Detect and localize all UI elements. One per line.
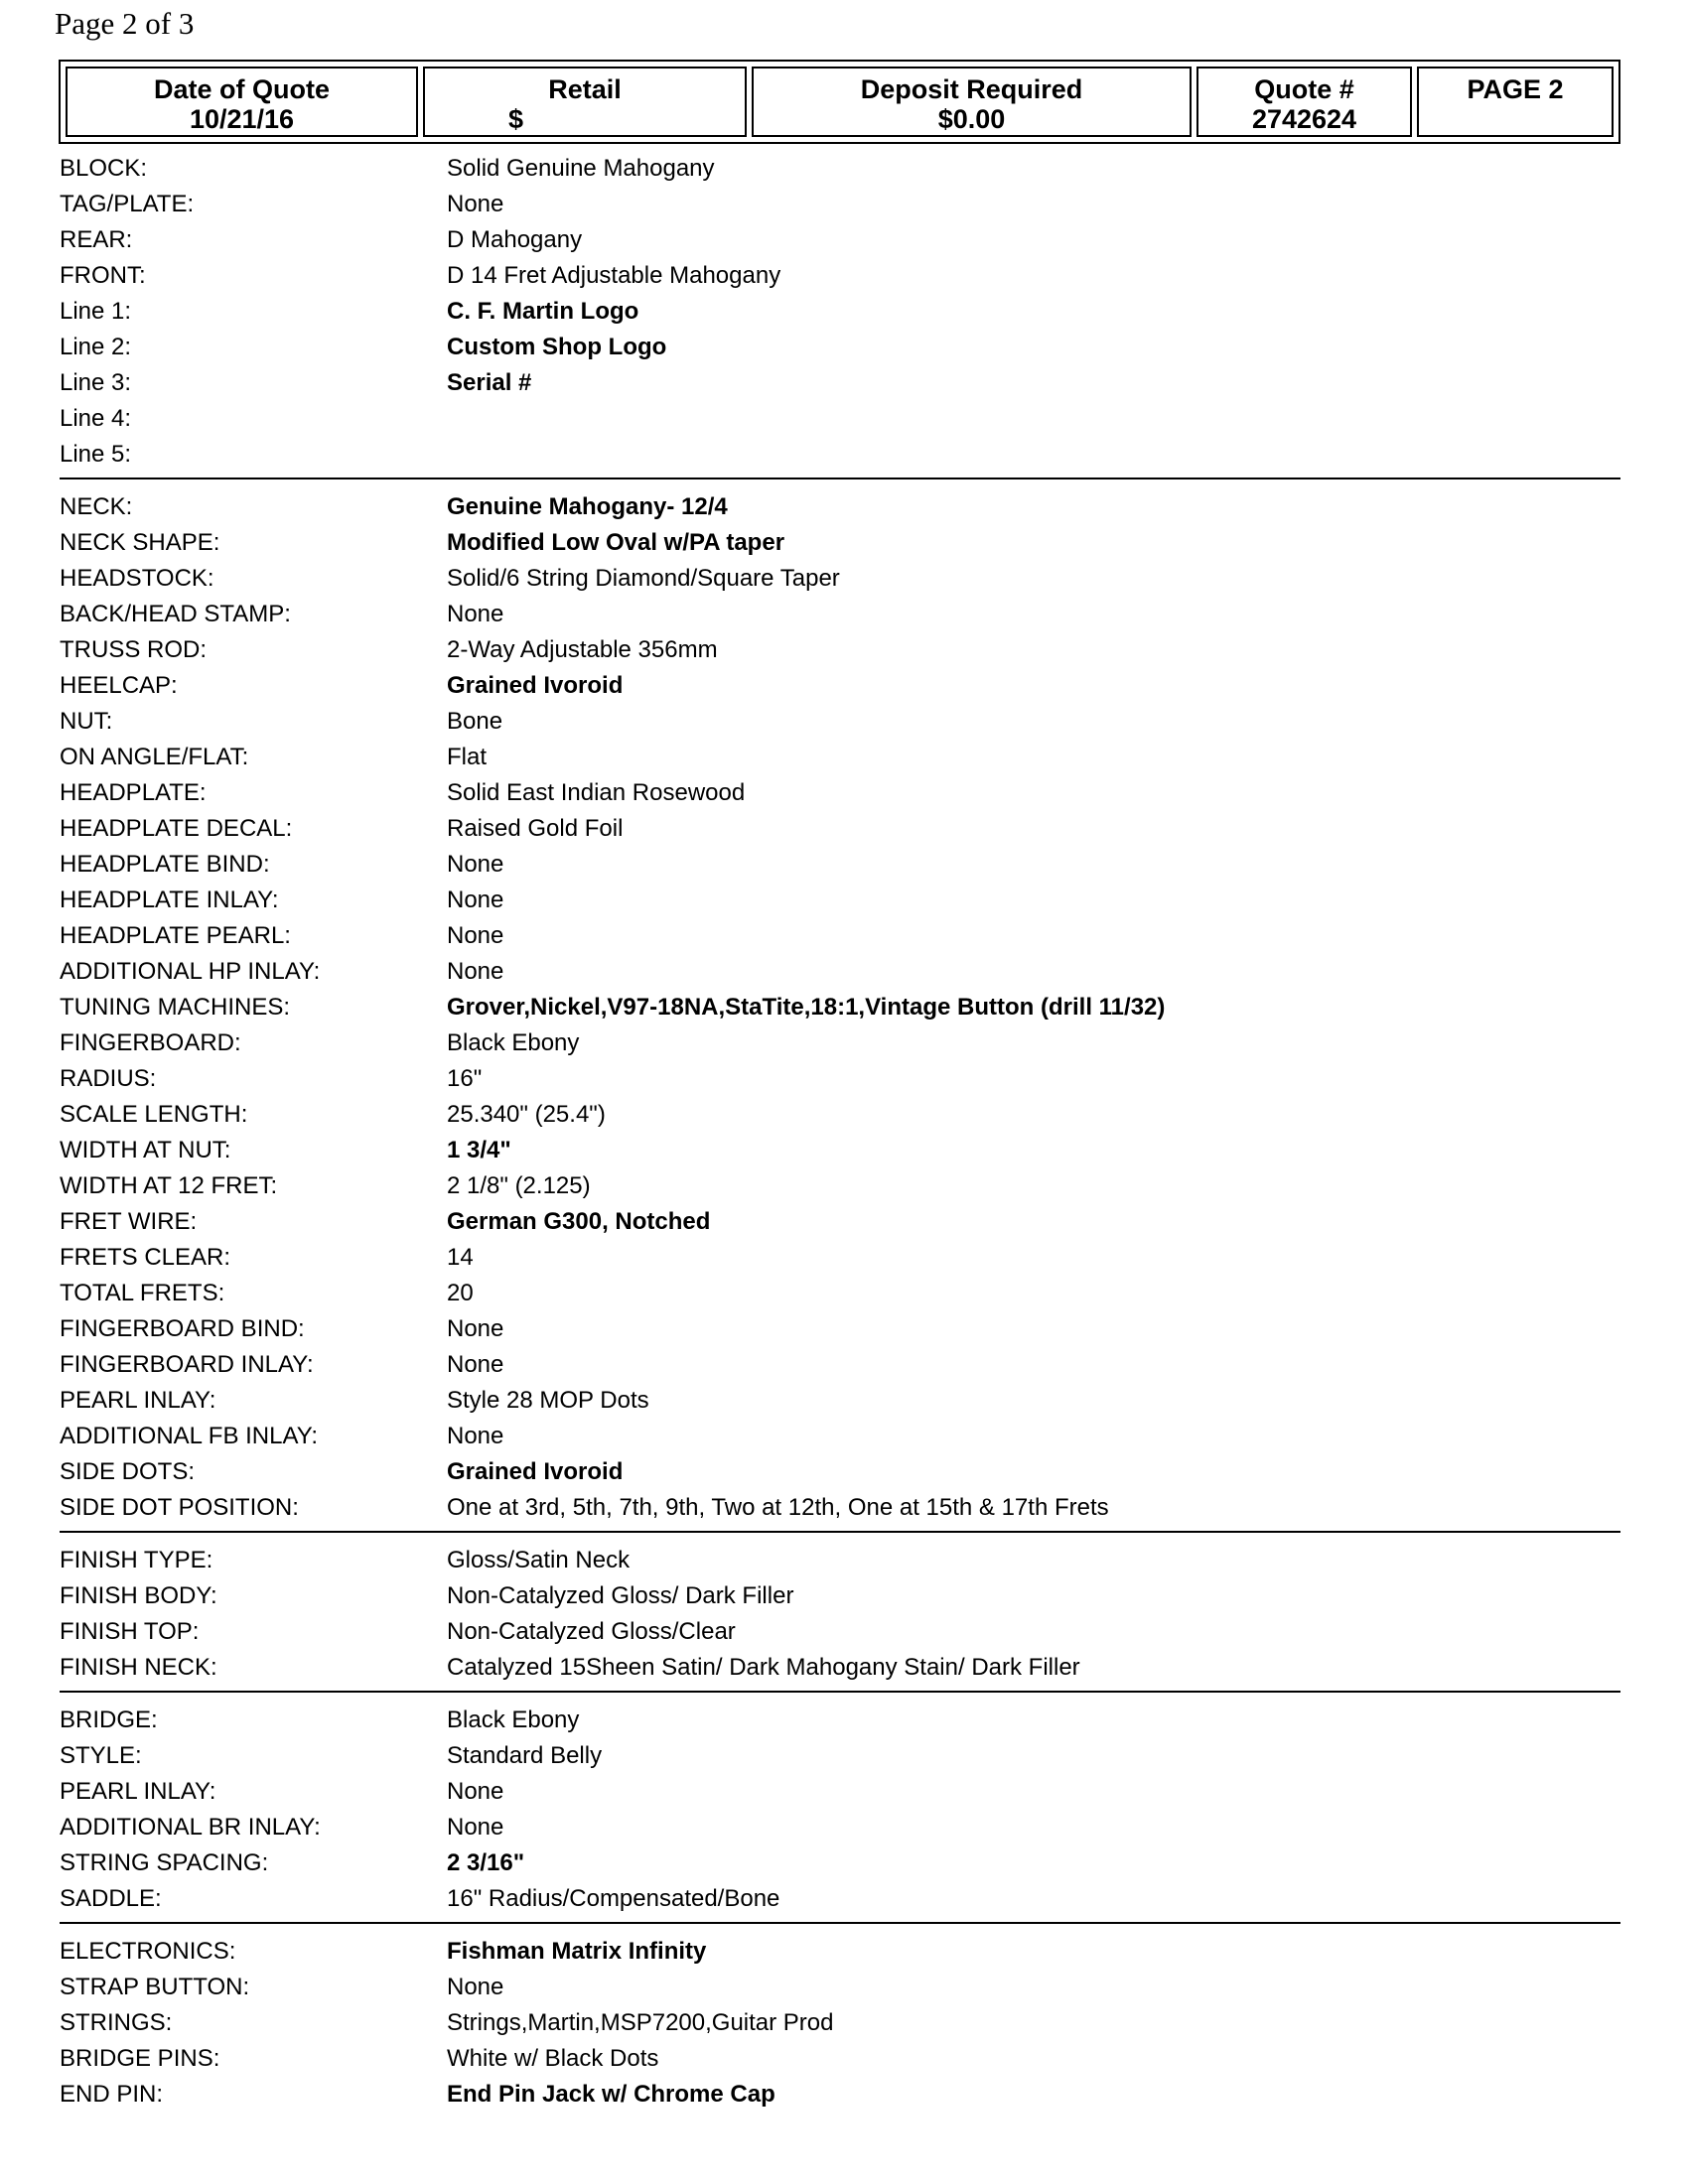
spec-row [60,437,1620,473]
spec-row [60,1240,1620,1276]
spec-row [60,883,1620,918]
spec-row [60,1578,1620,1614]
spec-label: HEADPLATE: [60,779,207,806]
spec-label: STYLE: [60,1742,142,1769]
spec-value: None [447,1814,504,1841]
spec-value: None [447,1778,504,1805]
spec-label: FINISH TYPE: [60,1547,213,1573]
spec-label: TOTAL FRETS: [60,1280,225,1306]
spec-value: None [447,601,504,627]
spec-value: D Mahogany [447,226,583,253]
quote-header-table [59,60,1620,144]
spec-value: Serial # [447,369,532,396]
spec-value: Non-Catalyzed Gloss/ Dark Filler [447,1582,794,1609]
spec-row [60,990,1620,1025]
spec-row [60,1810,1620,1845]
spec-label: NUT: [60,708,113,735]
spec-value: 2 1/8" (2.125) [447,1172,591,1199]
spec-label: Line 5: [60,441,132,468]
spec-label: WIDTH AT 12 FRET: [60,1172,278,1199]
spec-row [60,597,1620,632]
spec-value: None [447,887,504,913]
spec-label: REAR: [60,226,133,253]
spec-label: HEADPLATE DECAL: [60,815,293,842]
spec-value: Black Ebony [447,1706,580,1733]
spec-label: ADDITIONAL HP INLAY: [60,958,321,985]
spec-label: RADIUS: [60,1065,157,1092]
spec-value: Strings,Martin,MSP7200,Guitar Prod [447,2009,834,2036]
spec-label: STRAP BUTTON: [60,1974,250,2000]
spec-label: TRUSS ROD: [60,636,208,663]
spec-label: PEARL INLAY: [60,1387,216,1414]
spec-label: HEADPLATE PEARL: [60,922,291,949]
spec-value: Genuine Mahogany- 12/4 [447,493,728,520]
spec-row [60,1650,1620,1686]
spec-label: FRONT: [60,262,146,289]
spec-label: TAG/PLATE: [60,191,195,217]
spec-row [60,525,1620,561]
spec-sheet [60,150,1620,2126]
spec-row [60,2077,1620,2113]
spec-label: STRINGS: [60,2009,173,2036]
spec-label: BRIDGE PINS: [60,2045,220,2072]
spec-label: FINISH TOP: [60,1618,200,1645]
spec-value: Solid/6 String Diamond/Square Taper [447,565,840,592]
spec-label: BLOCK: [60,155,148,182]
spec-label: SCALE LENGTH: [60,1101,248,1128]
body-block-section [60,150,1620,479]
spec-row [60,222,1620,258]
spec-label: ADDITIONAL BR INLAY: [60,1814,321,1841]
spec-value: Solid Genuine Mahogany [447,155,715,182]
spec-row [60,401,1620,437]
spec-row [60,632,1620,668]
spec-row [60,365,1620,401]
spec-value: 16" [447,1065,483,1092]
spec-label: SIDE DOTS: [60,1458,196,1485]
spec-label: FINGERBOARD: [60,1029,241,1056]
spec-value: Gloss/Satin Neck [447,1547,631,1573]
spec-label: FRET WIRE: [60,1208,198,1235]
header-cell-retail [423,67,747,137]
spec-label: FINISH BODY: [60,1582,217,1609]
bridge-section [60,1702,1620,1924]
spec-row [60,918,1620,954]
spec-label: NECK: [60,493,133,520]
spec-label: ADDITIONAL FB INLAY: [60,1423,319,1449]
header-value-date: 10/21/16 [189,104,295,134]
spec-label: Line 4: [60,405,132,432]
spec-row [60,1025,1620,1061]
header-cell-date [66,67,418,137]
spec-label: HEADPLATE BIND: [60,851,270,878]
spec-label: SADDLE: [60,1885,162,1912]
header-value-retail: $ [508,104,524,134]
spec-row [60,2005,1620,2041]
spec-value: Black Ebony [447,1029,580,1056]
spec-label: BACK/HEAD STAMP: [60,601,291,627]
spec-label: ON ANGLE/FLAT: [60,744,249,770]
spec-value: None [447,1315,504,1342]
spec-label: HEADSTOCK: [60,565,214,592]
spec-value: Fishman Matrix Infinity [447,1938,707,1965]
spec-label: BRIDGE: [60,1706,158,1733]
spec-label: FRETS CLEAR: [60,1244,231,1271]
spec-value: Standard Belly [447,1742,603,1769]
spec-row [60,1970,1620,2005]
spec-row [60,1490,1620,1526]
neck-section [60,488,1620,1533]
spec-label: FINISH NECK: [60,1654,217,1681]
spec-value: 16" Radius/Compensated/Bone [447,1885,780,1912]
spec-row [60,1614,1620,1650]
spec-row [60,811,1620,847]
header-cell-quote-number [1196,67,1412,137]
spec-value: D 14 Fret Adjustable Mahogany [447,262,781,289]
header-cell-page [1417,67,1614,137]
spec-row [60,1204,1620,1240]
spec-row [60,1347,1620,1383]
spec-label: HEELCAP: [60,672,178,699]
spec-label: FINGERBOARD BIND: [60,1315,305,1342]
spec-value: One at 3rd, 5th, 7th, 9th, Two at 12th, One at 15th & 17th Frets [447,1494,1109,1521]
spec-row [60,1311,1620,1347]
quote-header-row [66,67,1614,137]
spec-row [60,1454,1620,1490]
header-cell-deposit [752,67,1192,137]
spec-value: None [447,191,504,217]
spec-row [60,1934,1620,1970]
spec-row [60,1276,1620,1311]
spec-value: 1 3/4" [447,1137,511,1163]
spec-value: End Pin Jack w/ Chrome Cap [447,2081,775,2108]
spec-value: Custom Shop Logo [447,334,667,360]
spec-label: ELECTRONICS: [60,1938,236,1965]
spec-label: TUNING MACHINES: [60,994,291,1021]
spec-label: FINGERBOARD INLAY: [60,1351,314,1378]
spec-row [60,1774,1620,1810]
spec-row [60,1703,1620,1738]
hardware-section [60,1933,1620,2117]
spec-value: Bone [447,708,503,735]
spec-label: END PIN: [60,2081,164,2108]
page-number-label: Page 2 of 3 [55,6,195,41]
spec-value: None [447,1423,504,1449]
header-label-page: PAGE 2 [1467,74,1564,104]
spec-value: 2 3/16" [447,1849,525,1876]
spec-value: German G300, Notched [447,1208,711,1235]
spec-label: Line 3: [60,369,132,396]
spec-row [60,847,1620,883]
spec-value: Non-Catalyzed Gloss/Clear [447,1618,736,1645]
header-label-date: Date of Quote [153,74,330,104]
spec-value: Grained Ivoroid [447,672,624,699]
spec-row [60,704,1620,740]
spec-label: HEADPLATE INLAY: [60,887,279,913]
spec-row [60,489,1620,525]
spec-row [60,1419,1620,1454]
spec-value: 14 [447,1244,474,1271]
spec-value: None [447,1974,504,2000]
spec-row [60,1168,1620,1204]
spec-row [60,1881,1620,1917]
header-value-deposit: $0.00 [937,104,1006,134]
spec-value: None [447,851,504,878]
spec-row [60,954,1620,990]
spec-row [60,294,1620,330]
spec-row [60,1845,1620,1881]
spec-value: Raised Gold Foil [447,815,624,842]
spec-value: None [447,922,504,949]
spec-value: Catalyzed 15Sheen Satin/ Dark Mahogany Stain/ Dark Filler [447,1654,1080,1681]
spec-value: Flat [447,744,488,770]
spec-row [60,151,1620,187]
header-value-quote-number: 2742624 [1251,104,1357,134]
spec-row [60,258,1620,294]
spec-value: Modified Low Oval w/PA taper [447,529,785,556]
spec-value: Style 28 MOP Dots [447,1387,649,1414]
spec-value: 25.340" (25.4") [447,1101,606,1128]
spec-label: SIDE DOT POSITION: [60,1494,299,1521]
spec-row [60,668,1620,704]
spec-value: Solid East Indian Rosewood [447,779,746,806]
spec-row [60,2041,1620,2077]
spec-value: None [447,958,504,985]
spec-row [60,775,1620,811]
spec-value: Grover,Nickel,V97-18NA,StaTite,18:1,Vintage Button (drill 11/32) [447,994,1166,1021]
spec-row [60,187,1620,222]
spec-value: None [447,1351,504,1378]
spec-row [60,1061,1620,1097]
spec-row [60,1543,1620,1578]
spec-value: C. F. Martin Logo [447,298,639,325]
spec-row [60,1133,1620,1168]
spec-value: 20 [447,1280,474,1306]
spec-row [60,1097,1620,1133]
spec-row [60,561,1620,597]
header-label-deposit: Deposit Required [860,74,1083,104]
spec-value: Grained Ivoroid [447,1458,624,1485]
spec-label: NECK SHAPE: [60,529,220,556]
spec-label: STRING SPACING: [60,1849,269,1876]
spec-label: Line 2: [60,334,132,360]
spec-label: Line 1: [60,298,132,325]
spec-label: PEARL INLAY: [60,1778,216,1805]
spec-value: White w/ Black Dots [447,2045,659,2072]
header-label-quote-number: Quote # [1254,74,1354,104]
spec-row [60,740,1620,775]
spec-row [60,330,1620,365]
spec-value: 2-Way Adjustable 356mm [447,636,718,663]
spec-row [60,1738,1620,1774]
finish-section [60,1542,1620,1693]
spec-label: WIDTH AT NUT: [60,1137,231,1163]
spec-row [60,1383,1620,1419]
header-label-retail: Retail [548,74,622,104]
